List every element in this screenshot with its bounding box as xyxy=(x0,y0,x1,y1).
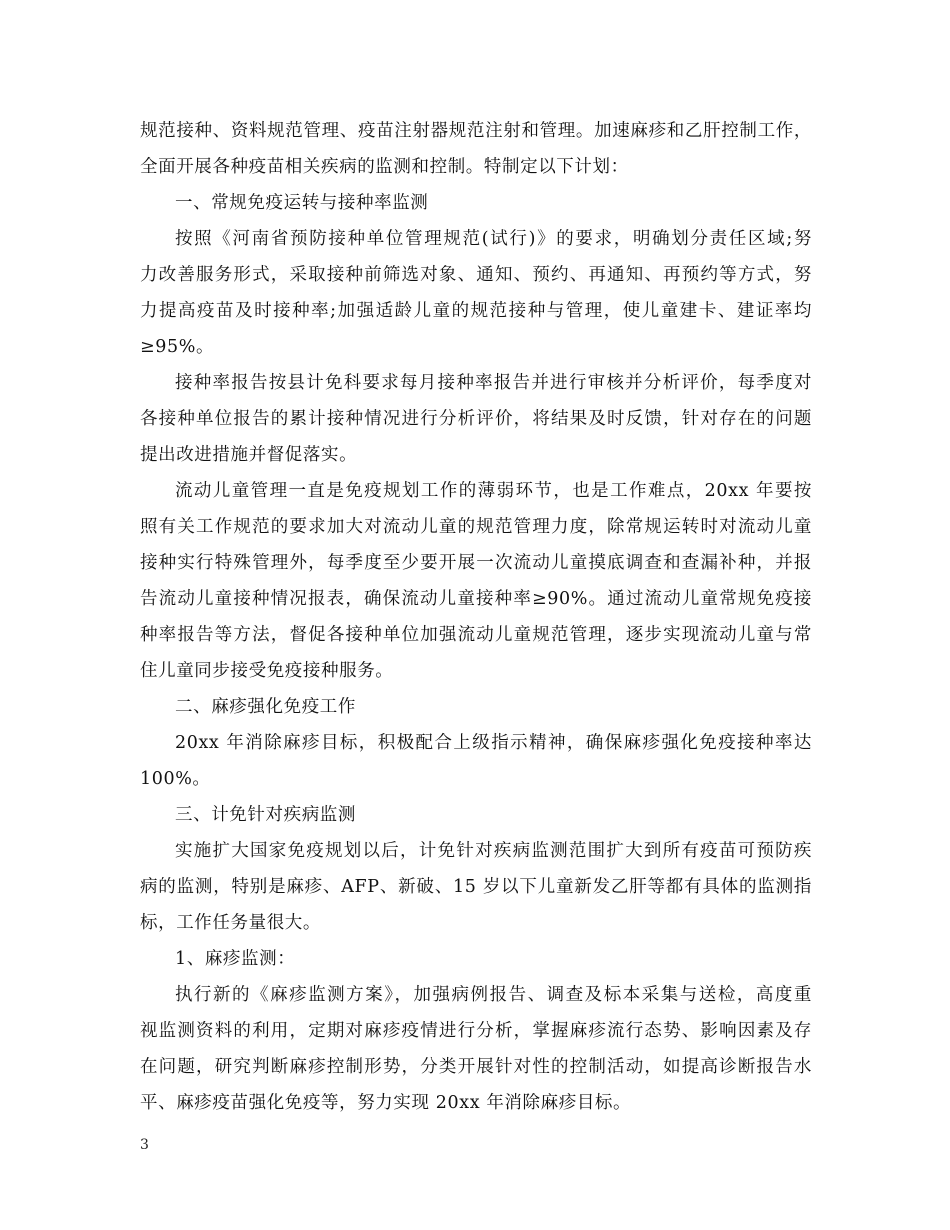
text-line: 照有关工作规范的要求加大对流动儿童的规范管理力度，除常规运转时对流动儿童 xyxy=(140,517,812,537)
page-number: 3 xyxy=(140,1137,149,1153)
text-line: 一、常规免疫运转与接种率监测 xyxy=(175,193,429,213)
section-heading xyxy=(140,689,812,725)
text-line: ≥95%。 xyxy=(140,337,215,357)
body-paragraph xyxy=(140,473,812,689)
body-paragraph xyxy=(140,833,812,941)
section-heading xyxy=(140,941,812,977)
text-line: 告流动儿童接种情况报表，确保流动儿童接种率≥90%。通过流动儿童常规免疫接 xyxy=(140,589,812,609)
body-paragraph xyxy=(140,221,812,365)
text-line: 力改善服务形式，采取接种前筛选对象、通知、预约、再通知、再预约等方式，努 xyxy=(140,265,812,285)
body-paragraph xyxy=(140,977,812,1121)
text-line: 规范接种、资料规范管理、疫苗注射器规范注射和管理。加速麻疹和乙肝控制工作， xyxy=(140,121,812,141)
text-line: 按照《河南省预防接种单位管理规范(试行)》的要求，明确划分责任区域;努 xyxy=(175,229,812,249)
text-line: 全面开展各种疫苗相关疾病的监测和控制。特制定以下计划： xyxy=(140,157,629,177)
text-line: 执行新的《麻疹监测方案》，加强病例报告、调查及标本采集与送检，高度重 xyxy=(175,985,812,1005)
section-heading xyxy=(140,797,812,833)
text-line: 二、麻疹强化免疫工作 xyxy=(175,697,356,717)
text-line: 接种实行特殊管理外，每季度至少要开展一次流动儿童摸底调查和查漏补种，并报 xyxy=(140,553,812,573)
text-line: 三、计免针对疾病监测 xyxy=(175,805,356,825)
text-line: 20xx 年消除麻疹目标，积极配合上级指示精神，确保麻疹强化免疫接种率达 xyxy=(175,733,812,753)
text-line: 视监测资料的利用，定期对麻疹疫情进行分析，掌握麻疹流行态势、影响因素及存 xyxy=(140,1021,812,1041)
text-line: 病的监测，特别是麻疹、AFP、新破、15 岁以下儿童新发乙肝等都有具体的监测指 xyxy=(140,877,812,897)
text-line: 在问题，研究判断麻疹控制形势，分类开展针对性的控制活动，如提高诊断报告水 xyxy=(140,1057,812,1077)
text-line: 力提高疫苗及时接种率;加强适龄儿童的规范接种与管理，使儿童建卡、建证率均 xyxy=(140,301,812,321)
text-line: 流动儿童管理一直是免疫规划工作的薄弱环节，也是工作难点，20xx 年要按 xyxy=(175,481,812,501)
body-paragraph xyxy=(140,113,812,185)
text-line: 各接种单位报告的累计接种情况进行分析评价，将结果及时反馈，针对存在的问题 xyxy=(140,409,812,429)
section-heading xyxy=(140,185,812,221)
text-line: 100%。 xyxy=(140,769,211,789)
text-line: 住儿童同步接受免疫接种服务。 xyxy=(140,661,394,681)
document-body xyxy=(140,113,812,1121)
body-paragraph xyxy=(140,725,812,797)
text-line: 种率报告等方法，督促各接种单位加强流动儿童规范管理，逐步实现流动儿童与常 xyxy=(140,625,812,645)
text-line: 平、麻疹疫苗强化免疫等，努力实现 20xx 年消除麻疹目标。 xyxy=(140,1093,632,1113)
text-line: 提出改进措施并督促落实。 xyxy=(140,445,358,465)
text-line: 标，工作任务量很大。 xyxy=(140,913,321,933)
text-line: 1、麻疹监测： xyxy=(175,949,296,969)
text-line: 接种率报告按县计免科要求每月接种率报告并进行审核并分析评价，每季度对 xyxy=(175,373,812,393)
text-line: 实施扩大国家免疫规划以后，计免针对疾病监测范围扩大到所有疫苗可预防疾 xyxy=(175,841,812,861)
body-paragraph xyxy=(140,365,812,473)
